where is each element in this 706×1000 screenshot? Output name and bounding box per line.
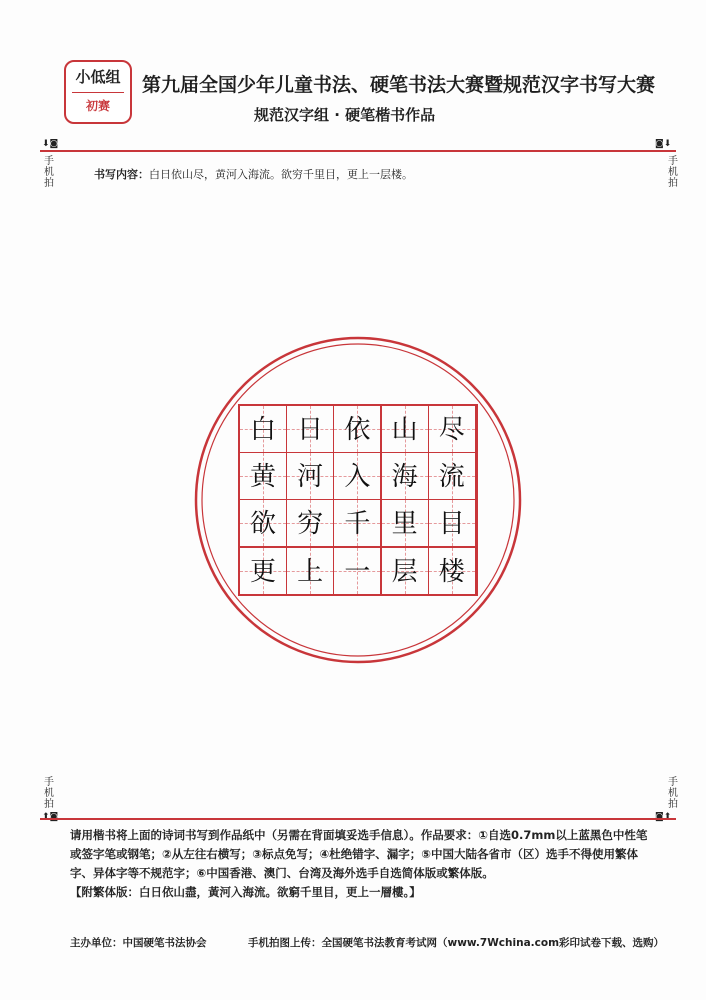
writing-content-text: 白日依山尽，黄河入海流。欲穷千里目，更上一层楼。 bbox=[149, 168, 413, 181]
writing-grid bbox=[238, 404, 478, 596]
grid-cell bbox=[333, 499, 381, 547]
instructions bbox=[70, 826, 650, 902]
grid-cell bbox=[381, 405, 429, 453]
grid-character: 依 bbox=[344, 415, 371, 445]
grid-cell bbox=[239, 405, 287, 453]
arrow-down-icon: ⬇ bbox=[42, 139, 50, 149]
side-label-top-left: 手 机 拍 bbox=[44, 156, 54, 189]
arrow-down-icon: ⬇ bbox=[663, 139, 672, 149]
grid-cell bbox=[428, 499, 476, 547]
grid-cell bbox=[381, 452, 429, 500]
grid-character: 白 bbox=[249, 415, 276, 445]
bottom-right-marker bbox=[655, 812, 671, 822]
grid-character: 一 bbox=[344, 556, 371, 587]
grid-character: 目 bbox=[438, 509, 465, 540]
grid-character: 欲 bbox=[249, 509, 276, 540]
bottom-divider bbox=[40, 818, 676, 820]
writing-content bbox=[94, 166, 413, 182]
grid-cell bbox=[239, 499, 287, 547]
grid-character: 上 bbox=[297, 556, 324, 587]
grid-character: 里 bbox=[391, 509, 418, 540]
grid-cell bbox=[381, 499, 429, 547]
badge-divider bbox=[72, 92, 124, 93]
bottom-left-marker bbox=[42, 812, 58, 822]
camera-icon: ◙ bbox=[49, 139, 59, 149]
side-label-bottom-left: 手 机 拍 bbox=[44, 777, 54, 810]
grid-character: 海 bbox=[391, 462, 418, 493]
side-label-top-right: 手 机 拍 bbox=[668, 156, 678, 189]
page-title: 第九届全国少年儿童书法、硬笔书法大赛暨规范汉字书写大赛 bbox=[142, 74, 656, 96]
grid-character: 黄 bbox=[249, 462, 276, 493]
side-label-bottom-right: 手 机 拍 bbox=[668, 777, 678, 810]
grid-cell bbox=[286, 452, 334, 500]
grid-character: 千 bbox=[344, 509, 371, 540]
camera-icon: ◙ bbox=[49, 812, 59, 822]
grid-cell bbox=[428, 547, 476, 595]
grid-character: 日 bbox=[297, 415, 324, 445]
grid-character: 穷 bbox=[297, 509, 324, 540]
camera-icon: ◙ bbox=[655, 812, 664, 822]
grid-cell bbox=[333, 405, 381, 453]
grid-character: 层 bbox=[391, 556, 418, 587]
instructions-traditional: 【附繁体版：白日依山盡，黃河入海流。欲窮千里目，更上一層樓。】 bbox=[70, 885, 421, 899]
grid-cell bbox=[239, 547, 287, 595]
grid-cell bbox=[333, 452, 381, 500]
writing-content-label: 书写内容： bbox=[94, 168, 149, 181]
grid-cell bbox=[239, 452, 287, 500]
stage-label: 初赛 bbox=[85, 99, 110, 113]
top-right-marker bbox=[655, 139, 671, 149]
group-badge bbox=[64, 60, 132, 124]
grid-character: 入 bbox=[344, 462, 371, 493]
grid-cell bbox=[428, 452, 476, 500]
grid-cell bbox=[286, 499, 334, 547]
grid-character: 流 bbox=[438, 462, 465, 493]
grid-character: 尽 bbox=[438, 415, 465, 445]
grid-character: 更 bbox=[249, 556, 276, 587]
top-divider bbox=[40, 150, 676, 152]
grid-character: 山 bbox=[391, 415, 418, 445]
grid-cell bbox=[381, 547, 429, 595]
grid-cell bbox=[286, 405, 334, 453]
footer-upload: 手机拍图上传：全国硬笔书法教育考试网（www.7Wchina.com彩印试卷下载、选购） bbox=[248, 937, 665, 949]
grid-character: 楼 bbox=[438, 556, 465, 587]
top-left-marker bbox=[42, 139, 58, 149]
page-subtitle: 规范汉字组 · 硬笔楷书作品 bbox=[254, 106, 436, 124]
instructions-main: 请用楷书将上面的诗词书写到作品纸中（另需在背面填妥选手信息）。作品要求：①自选0.7mm以上蓝黑色中性笔或签字笔或钢笔；②从左往右横写；③标点免写；④杜绝错字、漏字；⑤中国大陆各省市（区）选手不得使用繁体字、异体字等不规范字；⑥中国香港、澳门、台湾及海外选手自选简体版或繁体版。 bbox=[70, 828, 648, 880]
group-label: 小低组 bbox=[75, 68, 121, 86]
footer-organizer: 主办单位：中国硬笔书法协会 bbox=[70, 937, 207, 949]
grid-cell bbox=[428, 405, 476, 453]
arrow-up-icon: ⬆ bbox=[42, 812, 50, 822]
camera-icon: ◙ bbox=[655, 139, 664, 149]
grid-cell bbox=[286, 547, 334, 595]
grid-character: 河 bbox=[297, 462, 324, 493]
grid-cell bbox=[333, 547, 381, 595]
arrow-up-icon: ⬆ bbox=[663, 812, 672, 822]
